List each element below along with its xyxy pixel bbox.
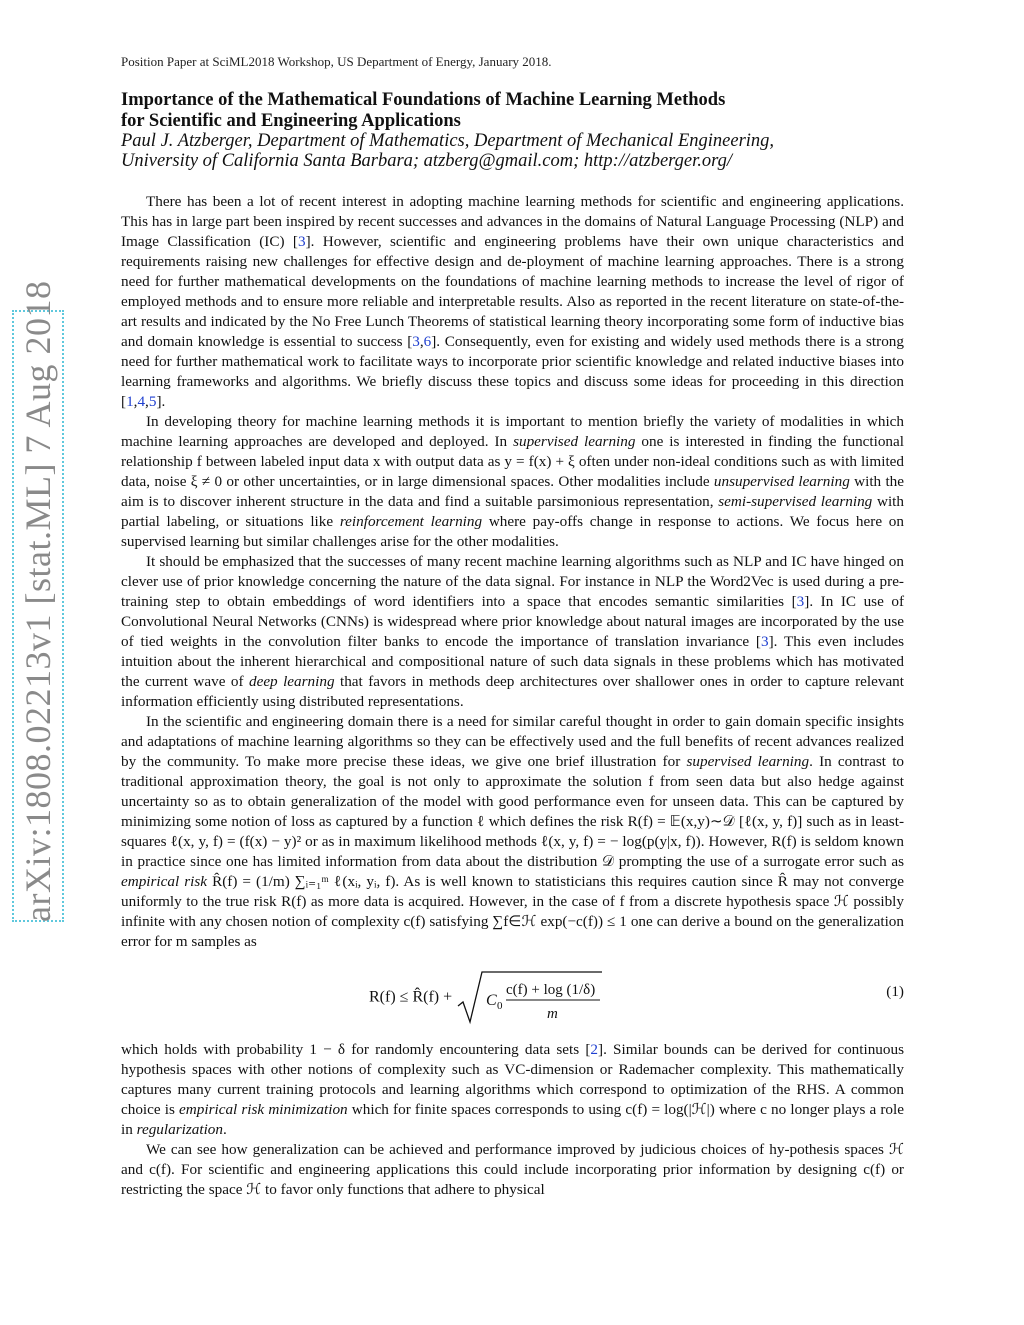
citation-link[interactable]: 3 [760,633,769,650]
sqrt-radical [456,970,604,1026]
fraction-denominator: m [547,1006,558,1022]
running-header: Position Paper at SciML2018 Workshop, US Department of Energy, January 2018. [121,54,552,69]
equation-1 [121,952,904,1040]
citation-link[interactable]: 3 [796,593,805,610]
arxiv-stamp[interactable] [12,280,64,922]
paper-body [121,192,904,1200]
paragraph-2: In developing theory for machine learning methods it is important to mention briefly the variety of modalities in which machine learning approaches are developed and deployed. In supervised learning one is interested in finding the functional relationship f between labeled input data x with output data as y = f(x) + ξ often under non-ideal conditions such as with limited data, noise ξ ≠ 0 or other uncertainties, or in large dimensional spaces. Other modalities include unsupervised learning with the aim is to discover inherent structure in the data and find a suitable parsimonious representation, semi-supervised learning with partial labeling, or situations like reinforcement learning where pay-offs change in response to actions. We focus here on supervised learning but similar challenges arise for the other modalities. [121,413,904,550]
equation-number: (1) [886,983,904,1000]
c0-subscript: 0 [497,1000,503,1012]
equation-formula [369,970,604,1026]
arxiv-stamp-text: arXiv:1808.02213v1 [stat.ML] 7 Aug 2018 [18,280,58,922]
author-line-2: University of California Santa Barbara; atzberg@gmail.com; http://atzberger.org/ [121,151,733,171]
term-emphasis: semi-supervised learning [718,493,873,510]
paragraph-1: There has been a lot of recent interest in adopting machine learning methods for scientific and engineering applications. This has in large part been inspired by recent successes and advances in the domains of Natural Language Processing (NLP) and Image Classification (IC) [3]. However, scientific and engineering problems have their own unique characteristics and requirements raising new challenges for effective design and de-ployment of machine learning approaches. There is a strong need for further mathematical developments on the foundations of machine learning methods to increase the level of rigor of employed methods and to ensure more reliable and interpretable results. Also as reported in the recent literature on state-of-the-art results and indicated by the No Free Lunch Theorems of statistical learning theory incorporating some form of inductive bias and domain knowledge is essential to success [3,6]. Consequently, even for existing and widely used methods there is a strong need for further mathematical work to facilitate ways to incorporate prior scientific knowledge and related inductive biases into learning frameworks and algorithms. We briefly discuss these topics and discuss some ideas for proceeding in this direction [1,4,5]. [121,193,904,410]
citation-link[interactable]: 4 [137,393,146,410]
paragraph-6: We can see how generalization can be achieved and performance improved by judicious choices of hy-pothesis spaces ℋ and c(f). For scientific and engineering applications this could include incorporating prior information by designing c(f) or restricting the space ℋ to favor only functions that adhere to physical [121,1141,904,1198]
citation-link[interactable]: 1 [126,393,134,410]
term-emphasis: empirical risk [121,873,208,890]
equation-lhs: R(f) ≤ R̂(f) + [369,988,457,1006]
citation-link[interactable]: 3 [412,333,420,350]
paragraph-5: which holds with probability 1 − δ for randomly encountering data sets [2]. Similar bounds can be derived for continuous hypothesis spaces with other notions of complexity such as VC-dimension or Rademacher complexity. This mathematically captures many current training protocols and learning algorithms which correspond to optimization of the RHS. A common choice is empirical risk minimization which for finite spaces corresponds to using c(f) = log(|ℋ|) where c no longer plays a role in regularization. [121,1041,904,1138]
author-line-1: Paul J. Atzberger, Department of Mathematics, Department of Mechanical Engineering, [121,131,775,151]
term-emphasis: supervised learning [686,753,810,770]
paragraph-4: In the scientific and engineering domain there is a need for similar careful thought in order to gain domain specific insights and adaptations of machine learning algorithms so they can be effectively used and the full benefits of recent advances realized by the community. To make more precise these ideas, we give one brief illustration for supervised learning. In contrast to traditional approximation theory, the goal is not only to approximate the solution f from seen data but also hedge against uncertainty so as to obtain generalization of the model with good performance even for unseen data. This can be captured by minimizing some notion of loss as captured by a function ℓ which defines the risk R(f) = 𝔼(x,y)∼𝒟 [ℓ(x, y, f)] such as in least-squares ℓ(x, y, f) = (f(x) − y)² or as in maximum likelihood methods ℓ(x, y, f) = − log(p(y|x, f)). However, R(f) is seldom known in practice since one has limited information from data about the distribution 𝒟 prompting the use of a surrogate error such as empirical risk R̂(f) = (1/m) ∑ᵢ₌₁ᵐ ℓ(xᵢ, yᵢ, f). As is well known to statisticians this requires caution since R̂ may not converge uniformly to the true risk R(f) as more data is acquired. However, in the case of f from a discrete hypothesis space ℋ possibly infinite with any chosen notion of complexity c(f) satisfying ∑f∈ℋ exp(−c(f)) ≤ 1 one can derive a bound on the generalization error for m samples as [121,713,905,950]
term-emphasis: regularization [136,1121,223,1138]
paper-title [121,90,911,132]
c0-symbol: C [486,992,497,1009]
paragraph-3: It should be emphasized that the successes of many recent machine learning algorithms such as NLP and IC have hinged on clever use of prior knowledge concerning the nature of the data signal. For instance in NLP the Word2Vec is used during a pre-training step to obtain embeddings of word identifiers into a space that encodes semantic similarities [3]. In IC use of Convolutional Neural Networks (CNNs) is widespread where prior knowledge about natural images are incorporated by the use of tied weights in the convolution filter banks to encode the importance of translation invariance [3]. This even includes intuition about the inherent hierarchical and compositional nature of such data signals in these problems which has motivated the current wave of deep learning that favors in methods deep architectures over shallower ones in order to capture relevant information efficiently using distributed representations. [121,553,905,710]
citation-link[interactable]: 2 [590,1041,599,1058]
author-block [121,131,921,171]
term-emphasis: reinforcement learning [339,513,483,530]
term-emphasis: empirical risk minimization [179,1101,348,1118]
citation-link[interactable]: 3 [297,233,306,250]
title-line-2: for Scientific and Engineering Applications [121,111,461,131]
title-line-1: Importance of the Mathematical Foundations of Machine Learning Methods [121,90,726,110]
citation-link[interactable]: 5 [148,393,157,410]
citation-link[interactable]: 6 [423,333,432,350]
fraction-numerator: c(f) + log (1/δ) [506,982,596,998]
term-emphasis: deep learning [248,673,335,690]
term-emphasis: supervised learning [513,433,636,450]
term-emphasis: unsupervised learning [713,473,850,490]
